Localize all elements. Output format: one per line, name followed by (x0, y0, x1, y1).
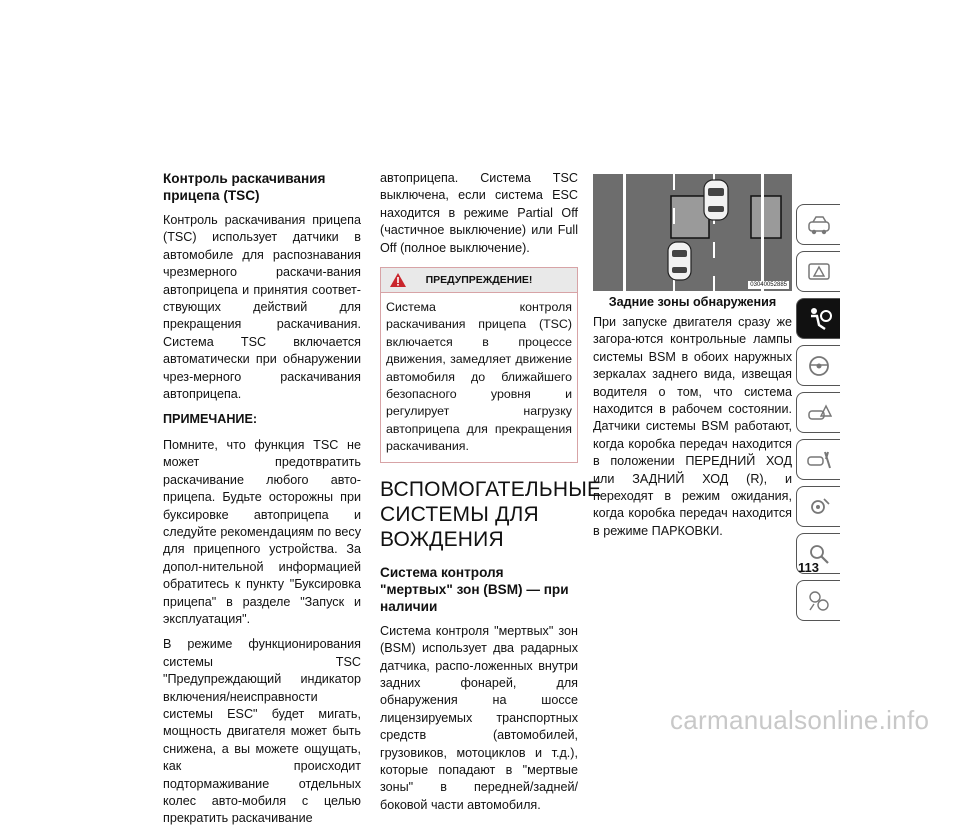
tab-dashboard[interactable] (796, 251, 840, 292)
warning-triangle-icon (389, 272, 407, 297)
tab-specifications[interactable] (796, 486, 840, 527)
page-number: 113 (798, 560, 819, 575)
tab-service[interactable] (796, 439, 840, 480)
tsc-paragraph: Контроль раскачивания прицепа (TSC) использует датчики в автомобиле для распознавания чрезмерного раскачи-вания автоприцепа и принятия соответ-ствующих действий для прекращения раскачивания. Система TSC включается автоматически при обнаружении чрез-мерного раскачивания автоприцепа. (163, 213, 361, 402)
warning-title: ПРЕДУПРЕЖДЕНИЕ! (425, 274, 533, 287)
tab-languages[interactable] (796, 580, 840, 621)
column-middle (380, 170, 602, 822)
blind-spot-figure (593, 174, 792, 291)
airbag-safety-icon (805, 305, 833, 333)
tsc-heading: Контроль раскачивания прицепа (TSC) (163, 171, 326, 203)
bsm-heading: Система контроля "мертвых" зон (BSM) — при наличии (380, 564, 569, 614)
steering-wheel-icon (806, 353, 832, 379)
car-top-icon (704, 180, 728, 220)
note-text: Помните, что функция TSC не может предотвратить раскачивание любого авто-прицепа. Будьте осторожны при буксировке автоприцепа и следуйте рекомендациям по весу для прицепного устройства. За допол-нительной информацией обратитесь к пункту "Буксировка прицепа" в разделе "Запуск и эксплуатация". (163, 437, 361, 626)
bsm-operation-paragraph: При запуске двигателя сразу же загора-ются контрольные лампы системы BSM в обоих наружных зеркалах заднего вида, извещая водителя о том, что система находится в рабочем состоянии. Датчики системы BSM работают, когда коробка передач находится в положении ПЕРЕДНИЙ ХОД или ЗАДНИЙ ХОД (R), и переходят в режим ожидания, когда коробка передач находится в режиме ПАРКОВКИ. (593, 315, 792, 538)
figure-code: 03040052885 (750, 282, 787, 288)
car-service-icon (806, 447, 832, 473)
column-right (593, 314, 792, 548)
warning-text: Система контроля раскачивания прицепа (TSC) включается в процессе движения, замедляет движение автомобиля до ближайшего безопасного уровня и регулирует нагрузку автоприцепа для прекращения раскачивания. (386, 300, 572, 454)
tsc-continued-paragraph: автоприцепа. Система TSC выключена, если система ESC находится в режиме Partial Off (частичное выключение) или Full Off (полное выключение). (380, 171, 578, 255)
tsc-mode-paragraph: В режиме функционирования системы TSC "Предупреждающий индикатор включения/неисправности системы ESC" будет мигать, мощность двигателя может быть снижена, а вы можете ощущать, как происходит подтормаживание отдельных колес авто-мобиля с целью прекратить раскачивание (163, 637, 361, 826)
tab-driving[interactable] (796, 345, 840, 386)
car-bottom-icon (668, 242, 691, 280)
column-left (163, 170, 361, 836)
watermark: carmanualsonline.info (670, 705, 930, 735)
bsm-paragraph: Система контроля "мертвых" зон (BSM) использует два радарных датчика, распо-ложенных внутри задних фонарей, для обнаружения на шоссе лицензируемых транспортных средств (автомобилей, грузовиков, мотоциклов и т.д.), которые попадают в "мертвые зоны" в передней/задней/боковой части автомобиля. (380, 623, 578, 812)
car-info-icon (806, 212, 832, 238)
section-title: ВСПОМОГАТЕЛЬНЫЕ СИСТЕМЫ ДЛЯ ВОЖДЕНИЯ (380, 477, 602, 551)
tab-safety[interactable] (796, 298, 840, 339)
figure-caption: Задние зоны обнаружения (608, 295, 777, 309)
note-label: ПРИМЕЧАНИЕ: (163, 412, 258, 427)
tab-car-info[interactable] (796, 204, 840, 245)
warning-header (381, 268, 577, 293)
multilingual-icon (806, 588, 832, 614)
tab-emergency[interactable] (796, 392, 840, 433)
warning-box (380, 267, 578, 463)
dashboard-warning-icon (806, 259, 832, 285)
maintenance-gear-icon (806, 494, 832, 520)
roadside-warning-icon (806, 400, 832, 426)
road-diagram (593, 174, 792, 291)
